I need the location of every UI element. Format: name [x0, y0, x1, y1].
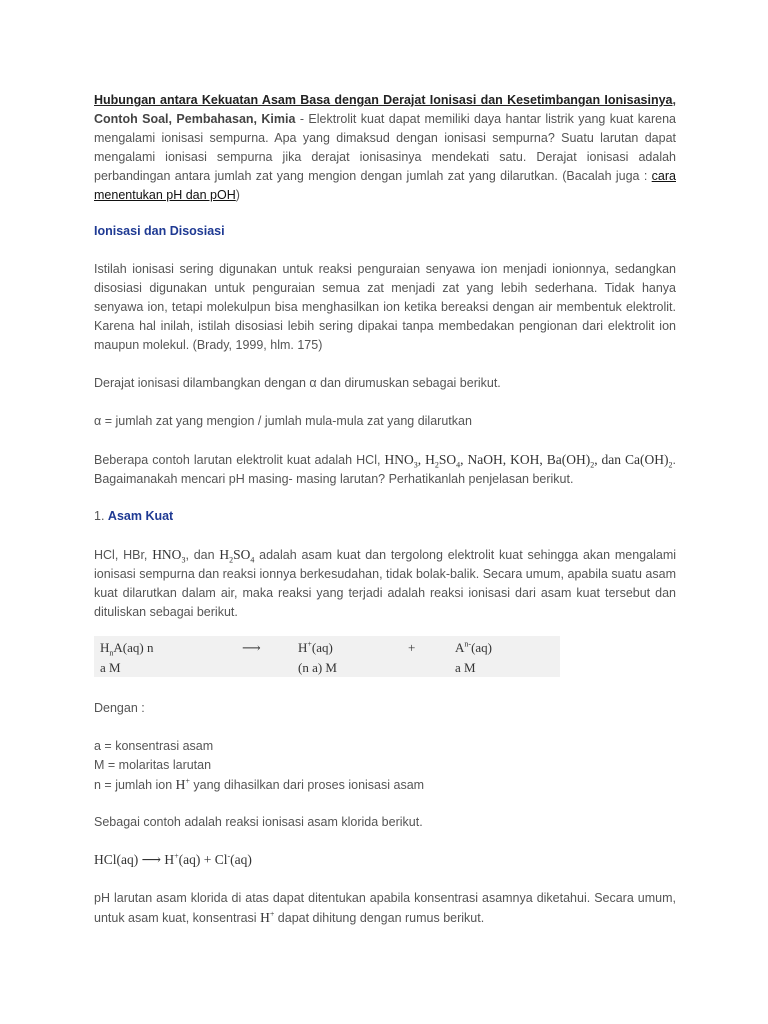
- mol-anion: a M: [455, 660, 476, 675]
- mol-h-ion: (n a) M: [298, 660, 337, 675]
- read-also-link[interactable]: cara menentukan pH dan pOH: [94, 169, 676, 202]
- section-heading-asam-kuat: 1. Asam Kuat: [94, 509, 174, 523]
- intro-body: - Elektrolit kuat dapat memiliki daya hantar listrik yang kuat karena mengalami ionisasi sempurna. Apa yang dimaksud dengan ionisasi sempurna? Suatu larutan dapat mengalami ionisasi sempurna jika derajat ionisasinya mendekati satu. Derajat ionisasi adalah perbandingan antara jumlah zat yang mengion dengan jumlah zat yang dilarutkan. (Bacalah juga :: [94, 112, 676, 183]
- examples-paragraph: Beberapa contoh larutan elektrolit kuat adalah HCl, $HNO_3$, $H_2SO_4$, NaOH, KOH, $Ba(OH)_2$, dan $Ca(OH)_2$. Bagaimanakah mencari pH masing- masing larutan? Perhatikanlah penjelasan berikut.: [94, 452, 676, 486]
- arrow-cell: ⟶: [242, 640, 261, 655]
- example-intro: Sebagai contoh adalah reaksi ionisasi asam klorida berikut.: [94, 815, 423, 829]
- def-m: M = molaritas larutan: [94, 758, 212, 772]
- ph-paragraph: pH larutan asam klorida di atas dapat ditentukan apabila konsentrasi asamnya diketahui. Secara umum, untuk asam kuat, konsentrasi H+ dapat dihitung dengan rumus berikut.: [94, 891, 676, 925]
- asam-kuat-paragraph: HCl, HBr, $HNO_3$, dan $H_2SO_4$ adalah asam kuat dan tergolong elektrolit kuat sehingga akan mengalami ionisasi sempurna dan reaksi ionnya berkesudahan, tidak bolak-balik. Secara umum, apabila suatu asam kuat dilarutkan dalam air, maka reaksi yang terjadi adalah reaksi ionisasi dari asam kuat tersebut dan dituliskan sebagai berikut.: [94, 547, 677, 619]
- section-heading-ionisasi: Ionisasi dan Disosiasi: [94, 224, 225, 238]
- subtitle: Contoh Soal, Pembahasan, Kimia: [94, 112, 296, 126]
- reaction-table: [94, 636, 560, 677]
- def-n: n = jumlah ion H+ yang dihasilkan dari proses ionisasi asam: [94, 776, 425, 792]
- dengan-label: Dengan :: [94, 701, 145, 715]
- ionisasi-paragraph: Istilah ionisasi sering digunakan untuk reaksi penguraian senyawa ion menjadi ionionnya, sedangkan disosiasi digunakan untuk penguraian semua zat menjadi zat yang lebih sederhana. Tidak hanya senyawa ion, tetapi molekulpun bisa menghasilkan ion ketika bereaksi dengan air membentuk elektrolit. Karena hal inilah, istilah disosiasi lebih sering dipakai tanpa membedakan pengionan dari elektrolit ion maupun molekul. (Brady, 1999, hlm. 175): [94, 262, 676, 352]
- degree-intro: Derajat ionisasi dilambangkan dengan α dan dirumuskan sebagai berikut.: [94, 376, 501, 390]
- intro-paragraph: Hubungan antara Kekuatan Asam Basa dengan Derajat Ionisasi dan Kesetimbangan Ionisasinya, Contoh Soal, Pembahasan, Kimia - Elektrolit kuat dapat memiliki daya hantar listrik yang kuat karena mengalami ionisasi sempurna. Apa yang dimaksud dengan ionisasi sempurna? Suatu larutan dapat mengalami ionisasi sempurna jika derajat ionisasinya mendekati satu. Derajat ionisasi adalah perbandingan antara jumlah zat yang mengion dengan jumlah zat yang dilarutkan. (Bacalah juga : cara menentukan pH dan pOH): [94, 93, 676, 202]
- reactant-cell: $H_nA(aq)$ n: [100, 640, 154, 658]
- alpha-formula: α = jumlah zat yang mengion / jumlah mula-mula zat yang dilarutkan: [94, 414, 472, 428]
- strong-acid-list: HCl, HBr, $HNO_3$, dan $H_2SO_4$: [94, 547, 255, 565]
- hcl-reaction: HCl(aq) ⟶ H+(aq) + Cl-(aq): [94, 851, 252, 867]
- h-ion-cell: H+(aq): [298, 639, 333, 655]
- plus-cell: +: [408, 640, 416, 655]
- mol-reactant: a M: [100, 660, 121, 675]
- def-a: a = konsentrasi asam: [94, 739, 214, 753]
- anion-cell: $A^{n-}(aq)$: [455, 639, 492, 655]
- title-link[interactable]: Hubungan antara Kekuatan Asam Basa dengan Derajat Ionisasi dan Kesetimbangan Ionisasinya: [94, 93, 673, 107]
- formula-list: $HNO_3$, $H_2SO_4$, NaOH, KOH, $Ba(OH)_2$, dan $Ca(OH)_2$: [384, 452, 673, 470]
